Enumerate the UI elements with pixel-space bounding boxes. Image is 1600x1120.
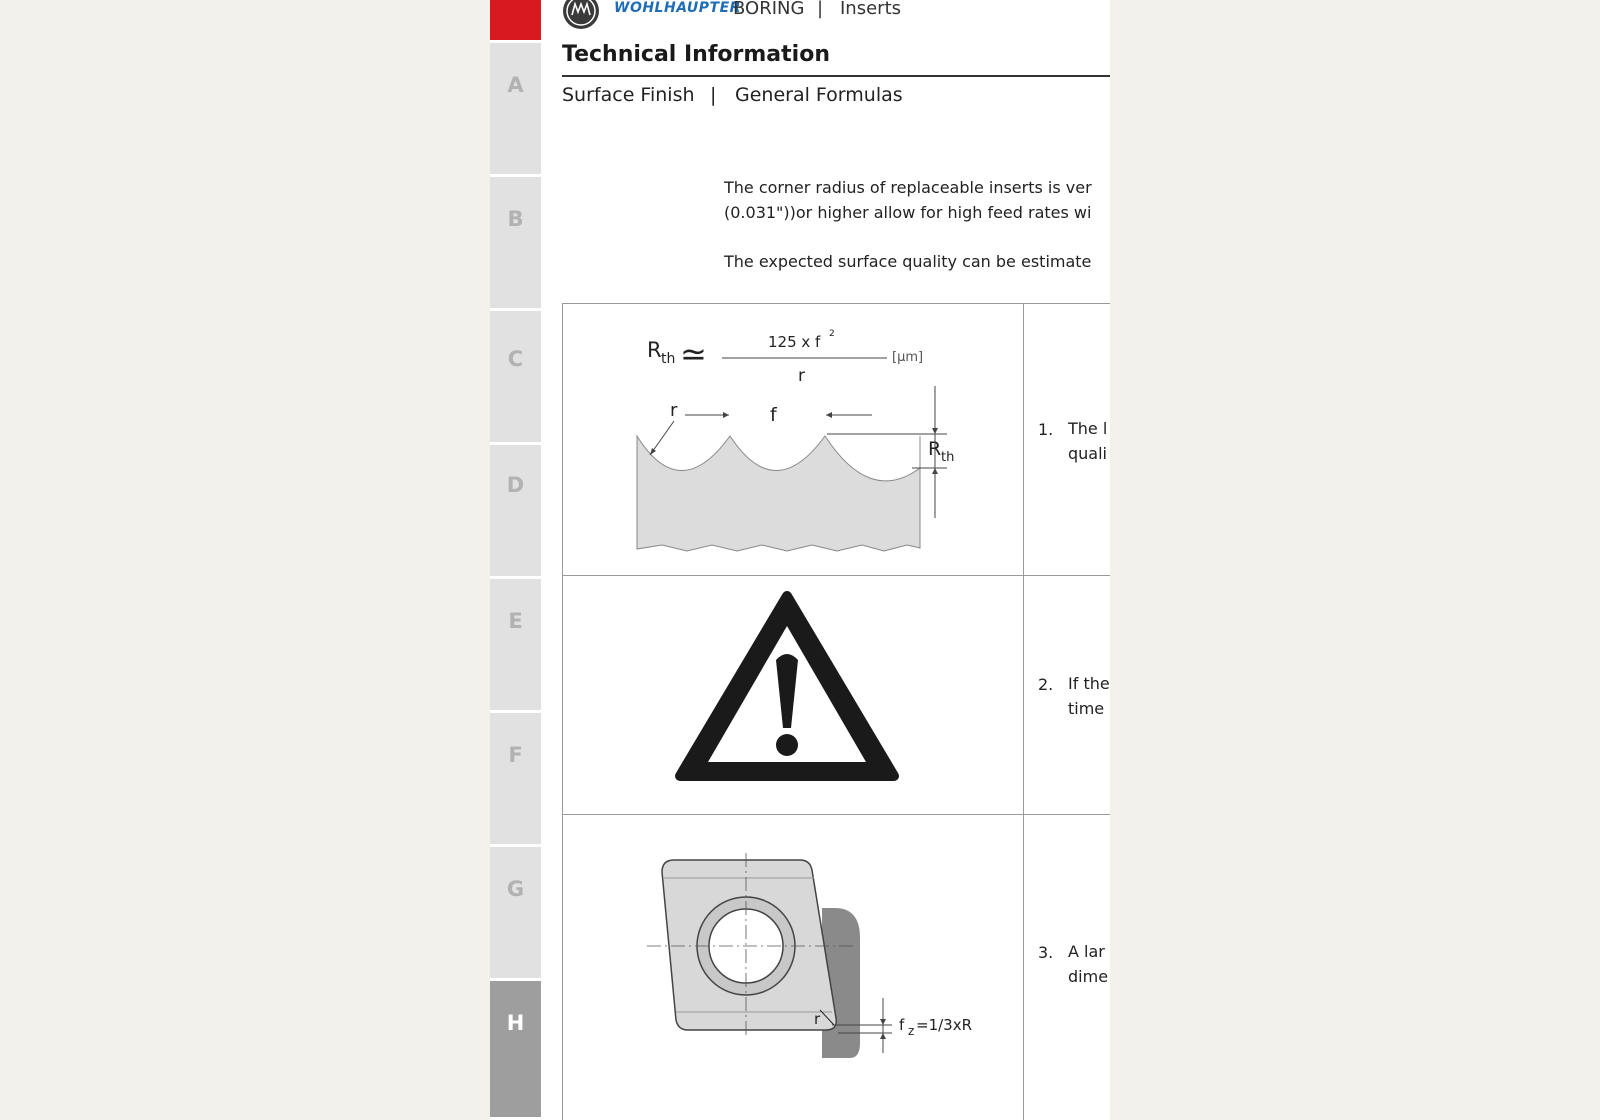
header-separator: | bbox=[817, 0, 824, 19]
tab-g[interactable] bbox=[490, 847, 541, 981]
label-r: r bbox=[670, 400, 678, 421]
formula-denominator: r bbox=[798, 366, 805, 386]
subtitle-separator: | bbox=[710, 84, 717, 106]
tab-h[interactable] bbox=[490, 981, 541, 1120]
label-rth: R bbox=[928, 438, 942, 460]
subtitle-left: Surface Finish bbox=[562, 84, 695, 106]
page-title: Technical Information bbox=[562, 42, 830, 67]
item-text-1a: The l bbox=[1068, 419, 1108, 438]
label-fz: f bbox=[899, 1016, 905, 1034]
formula-approx: ≃ bbox=[680, 335, 707, 373]
header-section: Inserts bbox=[840, 0, 902, 19]
label-rth-sub: th bbox=[941, 450, 955, 465]
brand-name: WOHLHAUPTER bbox=[614, 0, 741, 16]
surface-roughness-diagram bbox=[622, 323, 962, 563]
tab-c-label: C bbox=[507, 347, 524, 371]
table-row-divider bbox=[562, 575, 1110, 576]
formula-unit: [μm] bbox=[892, 350, 924, 365]
company-logo-icon bbox=[561, 0, 601, 31]
intro-line-1: The corner radius of replaceable inserts is ver bbox=[724, 178, 1092, 197]
tab-b[interactable] bbox=[490, 177, 541, 311]
surface-finish-table bbox=[562, 303, 1110, 1120]
header-category: BORING bbox=[733, 0, 805, 19]
tab-d-label: D bbox=[506, 473, 525, 497]
warning-icon bbox=[672, 588, 902, 788]
tab-a-label: A bbox=[507, 73, 524, 97]
tab-d[interactable] bbox=[490, 445, 541, 579]
item-text-2a: If the bbox=[1068, 674, 1110, 693]
tab-e[interactable] bbox=[490, 579, 541, 713]
tab-f-label: F bbox=[508, 743, 523, 767]
workpiece-profile bbox=[637, 436, 920, 551]
intro-line-2: (0.031"))or higher allow for high feed rates wi bbox=[724, 203, 1092, 222]
tab-h-label: H bbox=[506, 1011, 525, 1035]
item-text-2b: time bbox=[1068, 699, 1105, 718]
label-f: f bbox=[770, 404, 777, 426]
table-border-left bbox=[562, 303, 563, 1120]
subtitle-right: General Formulas bbox=[735, 84, 903, 106]
table-column-divider bbox=[1023, 303, 1024, 1120]
insert-label-r: r bbox=[814, 1010, 821, 1028]
formula-lhs: R bbox=[647, 338, 662, 362]
insert-feed-diagram bbox=[642, 848, 992, 1118]
label-fz-sub: z bbox=[908, 1024, 915, 1038]
tab-b-label: B bbox=[507, 207, 524, 231]
tab-f[interactable] bbox=[490, 713, 541, 847]
label-fz-rest: =1/3xR bbox=[916, 1016, 973, 1034]
table-border-top bbox=[562, 303, 1110, 304]
tab-e-label: E bbox=[508, 609, 523, 633]
formula-numerator: 125 x f bbox=[768, 333, 821, 351]
table-row-divider bbox=[562, 814, 1110, 815]
tab-a[interactable] bbox=[490, 43, 541, 177]
item-number-3: 3. bbox=[1038, 943, 1054, 962]
tab-g-label: G bbox=[506, 877, 525, 901]
title-divider bbox=[562, 75, 1110, 77]
item-text-3a: A lar bbox=[1068, 942, 1105, 961]
item-number-2: 2. bbox=[1038, 675, 1054, 694]
tab-c[interactable] bbox=[490, 311, 541, 445]
formula-exponent: 2 bbox=[829, 329, 835, 339]
intro-line-3: The expected surface quality can be estimate bbox=[724, 252, 1092, 271]
item-text-1b: quali bbox=[1068, 444, 1107, 463]
item-text-3b: dime bbox=[1068, 967, 1109, 986]
item-number-1: 1. bbox=[1038, 420, 1054, 439]
formula-lhs-sub: th bbox=[661, 351, 676, 367]
red-marker-tab bbox=[490, 0, 541, 40]
document-page bbox=[490, 0, 1110, 1120]
